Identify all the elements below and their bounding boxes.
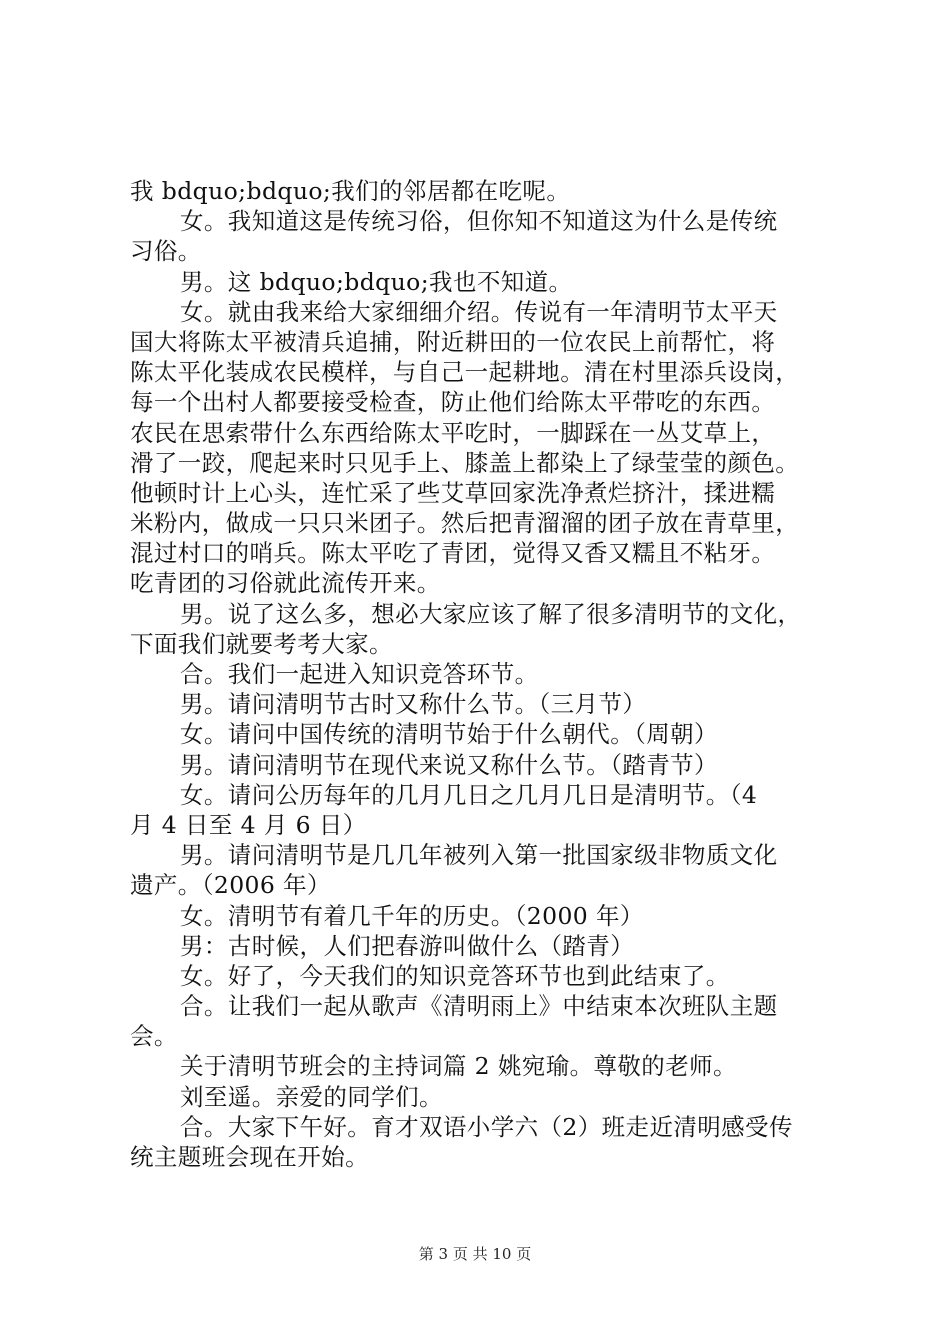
text-line: 我 bdquo;bdquo;我们的邻居都在吃呢。 xyxy=(130,177,571,205)
text-line: 农民在思索带什么东西给陈太平吃时，一脚踩在一丛艾草上， xyxy=(130,418,776,447)
text-line: 陈太平化装成农民模样，与自己一起耕地。清在村里添兵设岗， xyxy=(130,358,800,387)
text-line: 关于清明节班会的主持词篇 2 姚宛瑜。尊敬的老师。 xyxy=(180,1052,737,1081)
text-line: 统主题班会现在开始。 xyxy=(130,1143,369,1171)
text-line: 遗产。（2006 年） xyxy=(130,871,331,900)
text-line: 女。请问中国传统的清明节始于什么朝代。（周朝） xyxy=(180,720,718,749)
text-line: 合。让我们一起从歌声《清明雨上》中结束本次班队主题 xyxy=(180,992,778,1021)
text-line: 吃青团的习俗就此流传开来。 xyxy=(130,569,441,598)
text-line: 刘至遥。亲爱的同学们。 xyxy=(180,1082,443,1111)
text-line: 女。就由我来给大家细细介绍。传说有一年清明节太平天 xyxy=(180,297,778,326)
text-line: 男。请问清明节在现代来说又称什么节。（踏青节） xyxy=(180,750,718,779)
text-line: 滑了一跤，爬起来时只见手上、膝盖上都染上了绿莹莹的颜色。 xyxy=(130,448,800,477)
text-line: 男。请问清明节是几几年被列入第一批国家级非物质文化 xyxy=(180,841,778,870)
text-line: 每一个出村人都要接受检查，防止他们给陈太平带吃的东西。 xyxy=(130,388,776,417)
text-line: 女。清明节有着几千年的历史。（2000 年） xyxy=(180,901,644,930)
text-line: 习俗。 xyxy=(130,237,202,266)
text-line: 男。说了这么多，想必大家应该了解了很多清明节的文化， xyxy=(180,599,802,628)
text-line: 米粉内，做成一只只米团子。然后把青溜溜的团子放在青草里， xyxy=(130,509,800,538)
text-line: 女。好了，今天我们的知识竞答环节也到此结束了。 xyxy=(180,961,730,990)
document-body xyxy=(130,176,830,1172)
text-line: 合。大家下午好。育才双语小学六（2）班走近清明感受传 xyxy=(180,1112,793,1141)
text-line: 混过村口的哨兵。陈太平吃了青团，觉得又香又糯且不粘牙。 xyxy=(130,539,776,568)
text-line: 男：古时候，人们把春游叫做什么（踏青） xyxy=(180,931,635,960)
text-line: 他顿时计上心头，连忙采了些艾草回家洗净煮烂挤汁，揉进糯 xyxy=(130,478,776,507)
text-line: 会。 xyxy=(130,1022,178,1051)
text-line: 女。请问公历每年的几月几日之几月几日是清明节。（4 xyxy=(180,780,758,809)
text-line: 男。这 bdquo;bdquo;我也不知道。 xyxy=(180,267,573,296)
page-footer: 第 3 页 共 10 页 xyxy=(418,1245,532,1263)
text-line: 男。请问清明节古时又称什么节。（三月节） xyxy=(180,690,647,719)
text-line: 国大将陈太平被清兵追捕，附近耕田的一位农民上前帮忙，将 xyxy=(130,327,776,356)
text-line: 下面我们就要考考大家。 xyxy=(130,629,393,658)
text-line: 月 4 日至 4 月 6 日） xyxy=(130,810,367,839)
text-line: 合。我们一起进入知识竞答环节。 xyxy=(180,660,539,688)
text-line: 女。我知道这是传统习俗，但你知不知道这为什么是传统 xyxy=(180,207,778,236)
